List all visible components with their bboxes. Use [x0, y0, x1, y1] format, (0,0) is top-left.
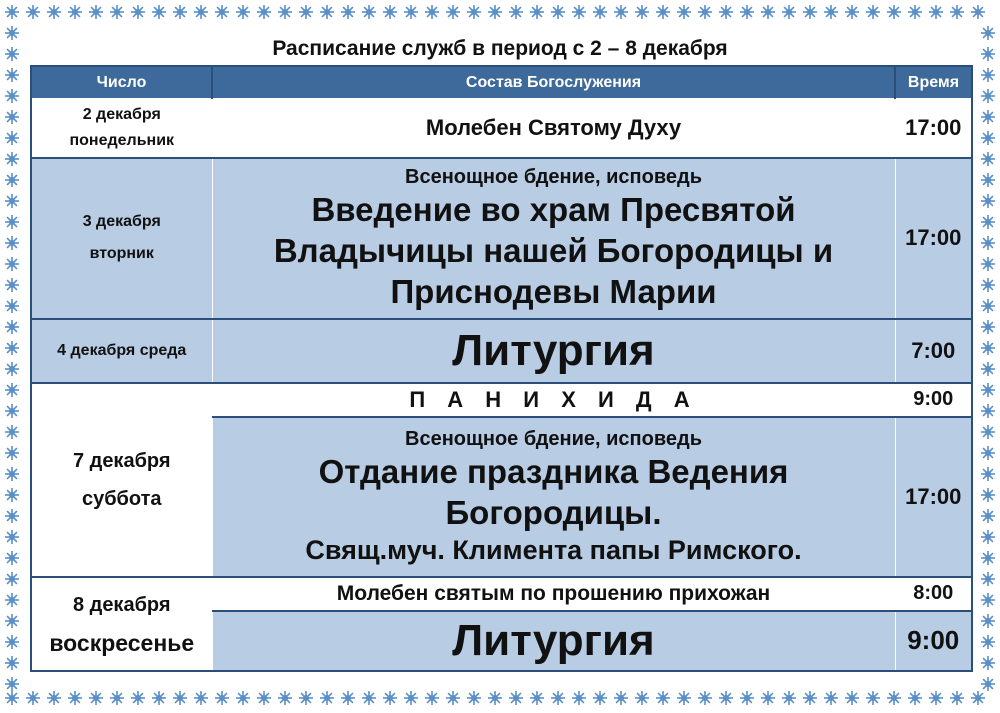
snowflake-icon: [278, 5, 292, 19]
snowflake-icon: [981, 68, 995, 82]
snowflake-icon: [740, 5, 754, 19]
snowflake-icon: [173, 5, 187, 19]
time-cell: 17:00: [895, 417, 972, 577]
snowflake-icon: [981, 425, 995, 439]
snowflake-icon: [5, 68, 19, 82]
snowflake-icon: [981, 173, 995, 187]
snowflake-icon: [404, 5, 418, 19]
snowflake-icon: [362, 691, 376, 705]
snowflake-icon: [26, 5, 40, 19]
service-cell: Молебен святым по прошению прихожан: [212, 577, 895, 611]
snowflake-icon: [320, 691, 334, 705]
snowflake-icon: [981, 131, 995, 145]
date-cell: [31, 99, 212, 158]
date-line: 7 декабря: [72, 449, 171, 472]
snowflake-icon: [981, 215, 995, 229]
time-cell: 17:00: [895, 99, 972, 158]
table-row: [31, 158, 972, 319]
snowflake-icon: [5, 320, 19, 334]
date-line: 8 декабря: [72, 593, 171, 616]
snowflake-icon: [824, 691, 838, 705]
snowflake-icon: [257, 691, 271, 705]
snowflake-icon: [719, 691, 733, 705]
date-line: 3 декабря: [82, 213, 161, 230]
snowflake-icon: [698, 5, 712, 19]
snowflake-icon: [950, 691, 964, 705]
snowflake-icon: [635, 5, 649, 19]
service-cell: [212, 158, 895, 319]
snowflake-icon: [194, 5, 208, 19]
service-title: Отдание праздника Ведения Богородицы.: [318, 452, 789, 531]
snowflake-icon: [5, 635, 19, 649]
snowflake-icon: [845, 691, 859, 705]
snowflake-icon: [782, 691, 796, 705]
snowflake-icon: [5, 509, 19, 523]
snowflake-icon: [425, 691, 439, 705]
weekday-line: вторник: [89, 245, 154, 262]
snowflake-icon: [929, 691, 943, 705]
time-cell: 17:00: [895, 158, 972, 319]
snowflake-icon: [5, 404, 19, 418]
time-cell: 7:00: [895, 319, 972, 383]
snowflake-icon: [929, 5, 943, 19]
snowflake-icon: [908, 5, 922, 19]
snowflake-icon: [425, 5, 439, 19]
snowflake-icon: [131, 5, 145, 19]
snowflake-icon: [981, 467, 995, 481]
snowflake-icon: [981, 152, 995, 166]
weekday-line: суббота: [81, 487, 162, 510]
snowflake-icon: [5, 691, 19, 705]
snowflake-icon: [677, 5, 691, 19]
snowflake-icon: [5, 572, 19, 586]
snowflake-icon: [509, 691, 523, 705]
snowflake-icon: [981, 446, 995, 460]
snowflake-icon: [981, 509, 995, 523]
snowflake-icon: [887, 5, 901, 19]
snowflake-icon: [5, 425, 19, 439]
snowflake-icon: [5, 278, 19, 292]
snowflake-icon: [5, 551, 19, 565]
table-row: [31, 383, 972, 417]
snowflake-icon: [551, 691, 565, 705]
snowflake-icon: [981, 383, 995, 397]
date-line: 2 декабря: [82, 105, 161, 123]
snowflake-icon: [257, 5, 271, 19]
snowflake-icon: [981, 278, 995, 292]
snowflake-icon: [981, 593, 995, 607]
snowflake-icon: [950, 5, 964, 19]
service-cell: Молебен Святому Духу: [212, 99, 895, 158]
snowflake-icon: [383, 5, 397, 19]
time-cell: 8:00: [895, 577, 972, 611]
snowflake-icon: [981, 299, 995, 313]
page-title: Расписание служб в период с 2 – 8 декабря: [272, 37, 728, 60]
snowflake-icon: [5, 530, 19, 544]
snowflake-icon: [782, 5, 796, 19]
snowflake-icon: [572, 5, 586, 19]
snowflake-icon: [5, 131, 19, 145]
snowflake-icon: [866, 691, 880, 705]
snowflake-icon: [215, 691, 229, 705]
snowflake-icon: [404, 691, 418, 705]
snowflake-icon: [89, 691, 103, 705]
snowflake-icon: [5, 614, 19, 628]
snowflake-icon: [5, 194, 19, 208]
snowflake-icon: [803, 691, 817, 705]
snowflake-icon: [5, 341, 19, 355]
snowflake-icon: [824, 5, 838, 19]
snowflake-icon: [446, 5, 460, 19]
snowflake-icon: [5, 257, 19, 271]
service-extra: Свящ.муч. Климента папы Римского.: [305, 534, 802, 565]
snowflake-icon: [152, 5, 166, 19]
snowflake-icon: [887, 691, 901, 705]
date-cell: 4 декабря среда: [31, 319, 212, 383]
snowflake-icon: [761, 691, 775, 705]
snowflake-icon: [5, 362, 19, 376]
header-service: Состав Богослужения: [212, 66, 895, 99]
snowflake-icon: [614, 691, 628, 705]
snowflake-icon: [551, 5, 565, 19]
table-header-row: [31, 66, 972, 99]
snowflake-icon: [572, 691, 586, 705]
snowflake-icon: [981, 341, 995, 355]
snowflake-icon: [26, 691, 40, 705]
snowflake-icon: [341, 691, 355, 705]
snowflake-icon: [5, 236, 19, 250]
snowflake-icon: [362, 5, 376, 19]
snowflake-icon: [383, 691, 397, 705]
snowflake-icon: [656, 5, 670, 19]
snowflake-icon: [761, 5, 775, 19]
snowflake-icon: [866, 5, 880, 19]
snowflake-icon: [509, 5, 523, 19]
date-cell: [31, 383, 212, 577]
snowflake-icon: [467, 5, 481, 19]
snowflake-icon: [981, 488, 995, 502]
snowflake-icon: [5, 467, 19, 481]
snowflake-icon: [981, 530, 995, 544]
schedule-table: [30, 65, 973, 672]
service-subtitle: Всенощное бдение, исповедь: [405, 427, 702, 450]
snowflake-icon: [530, 5, 544, 19]
service-cell: Литургия: [212, 611, 895, 671]
snowflake-icon: [5, 173, 19, 187]
snowflake-icon: [488, 691, 502, 705]
snowflake-icon: [110, 691, 124, 705]
table-row: [31, 577, 972, 611]
snowflake-icon: [5, 152, 19, 166]
snowflake-icon: [981, 551, 995, 565]
snowflake-icon: [530, 691, 544, 705]
snowflake-icon: [981, 614, 995, 628]
service-subtitle: Всенощное бдение, исповедь: [405, 165, 702, 188]
snowflake-icon: [981, 656, 995, 670]
snowflake-icon: [68, 691, 82, 705]
snowflake-icon: [173, 691, 187, 705]
snowflake-icon: [320, 5, 334, 19]
snowflake-icon: [5, 488, 19, 502]
snowflake-icon: [677, 691, 691, 705]
snowflake-icon: [89, 5, 103, 19]
snowflake-icon: [341, 5, 355, 19]
snowflake-icon: [215, 5, 229, 19]
snowflake-icon: [981, 110, 995, 124]
service-cell: П А Н И Х И Д А: [212, 383, 895, 417]
snowflake-icon: [236, 5, 250, 19]
header-date: Число: [31, 66, 212, 99]
snowflake-icon: [981, 89, 995, 103]
snowflake-icon: [635, 691, 649, 705]
service-cell: Литургия: [212, 319, 895, 383]
snowflake-icon: [981, 362, 995, 376]
snowflake-icon: [278, 691, 292, 705]
snowflake-icon: [299, 5, 313, 19]
snowflake-icon: [5, 593, 19, 607]
snowflake-icon: [981, 257, 995, 271]
weekday-line: воскресенье: [49, 629, 195, 656]
snowflake-icon: [971, 5, 985, 19]
snowflake-icon: [47, 5, 61, 19]
snowflake-icon: [5, 656, 19, 670]
snowflake-icon: [593, 691, 607, 705]
snowflake-icon: [981, 635, 995, 649]
snowflake-icon: [803, 5, 817, 19]
header-time: Время: [895, 66, 972, 99]
date-cell: [31, 577, 212, 671]
service-title: Введение во храм Пресвятой Владычицы нашей Богородицы и Приснодевы Марии: [273, 190, 834, 310]
table-row: [31, 319, 972, 383]
snowflake-icon: [152, 691, 166, 705]
snowflake-icon: [740, 691, 754, 705]
snowflake-icon: [593, 5, 607, 19]
snowflake-icon: [981, 572, 995, 586]
snowflake-icon: [5, 446, 19, 460]
snowflake-icon: [981, 404, 995, 418]
snowflake-icon: [5, 215, 19, 229]
time-cell: 9:00: [895, 383, 972, 417]
snowflake-icon: [981, 194, 995, 208]
snowflake-icon: [47, 691, 61, 705]
snowflake-icon: [719, 5, 733, 19]
snowflake-icon: [656, 691, 670, 705]
snowflake-icon: [236, 691, 250, 705]
snowflake-icon: [446, 691, 460, 705]
service-cell: [212, 417, 895, 577]
date-cell: [31, 158, 212, 319]
time-cell: 9:00: [895, 611, 972, 671]
snowflake-icon: [845, 5, 859, 19]
snowflake-icon: [5, 110, 19, 124]
snowflake-icon: [5, 5, 19, 19]
snowflake-icon: [5, 299, 19, 313]
snowflake-icon: [5, 383, 19, 397]
weekday-line: понедельник: [69, 131, 175, 149]
snowflake-icon: [488, 5, 502, 19]
snowflake-icon: [194, 691, 208, 705]
snowflake-icon: [131, 691, 145, 705]
snowflake-icon: [110, 5, 124, 19]
snowflake-icon: [698, 691, 712, 705]
snowflake-icon: [5, 89, 19, 103]
snowflake-icon: [68, 5, 82, 19]
snowflake-icon: [971, 691, 985, 705]
snowflake-icon: [614, 5, 628, 19]
table-row: [31, 99, 972, 158]
snowflake-icon: [299, 691, 313, 705]
snowflake-icon: [908, 691, 922, 705]
snowflake-icon: [981, 320, 995, 334]
snowflake-icon: [5, 677, 19, 691]
snowflake-icon: [981, 677, 995, 691]
snowflake-icon: [981, 236, 995, 250]
snowflake-icon: [467, 691, 481, 705]
